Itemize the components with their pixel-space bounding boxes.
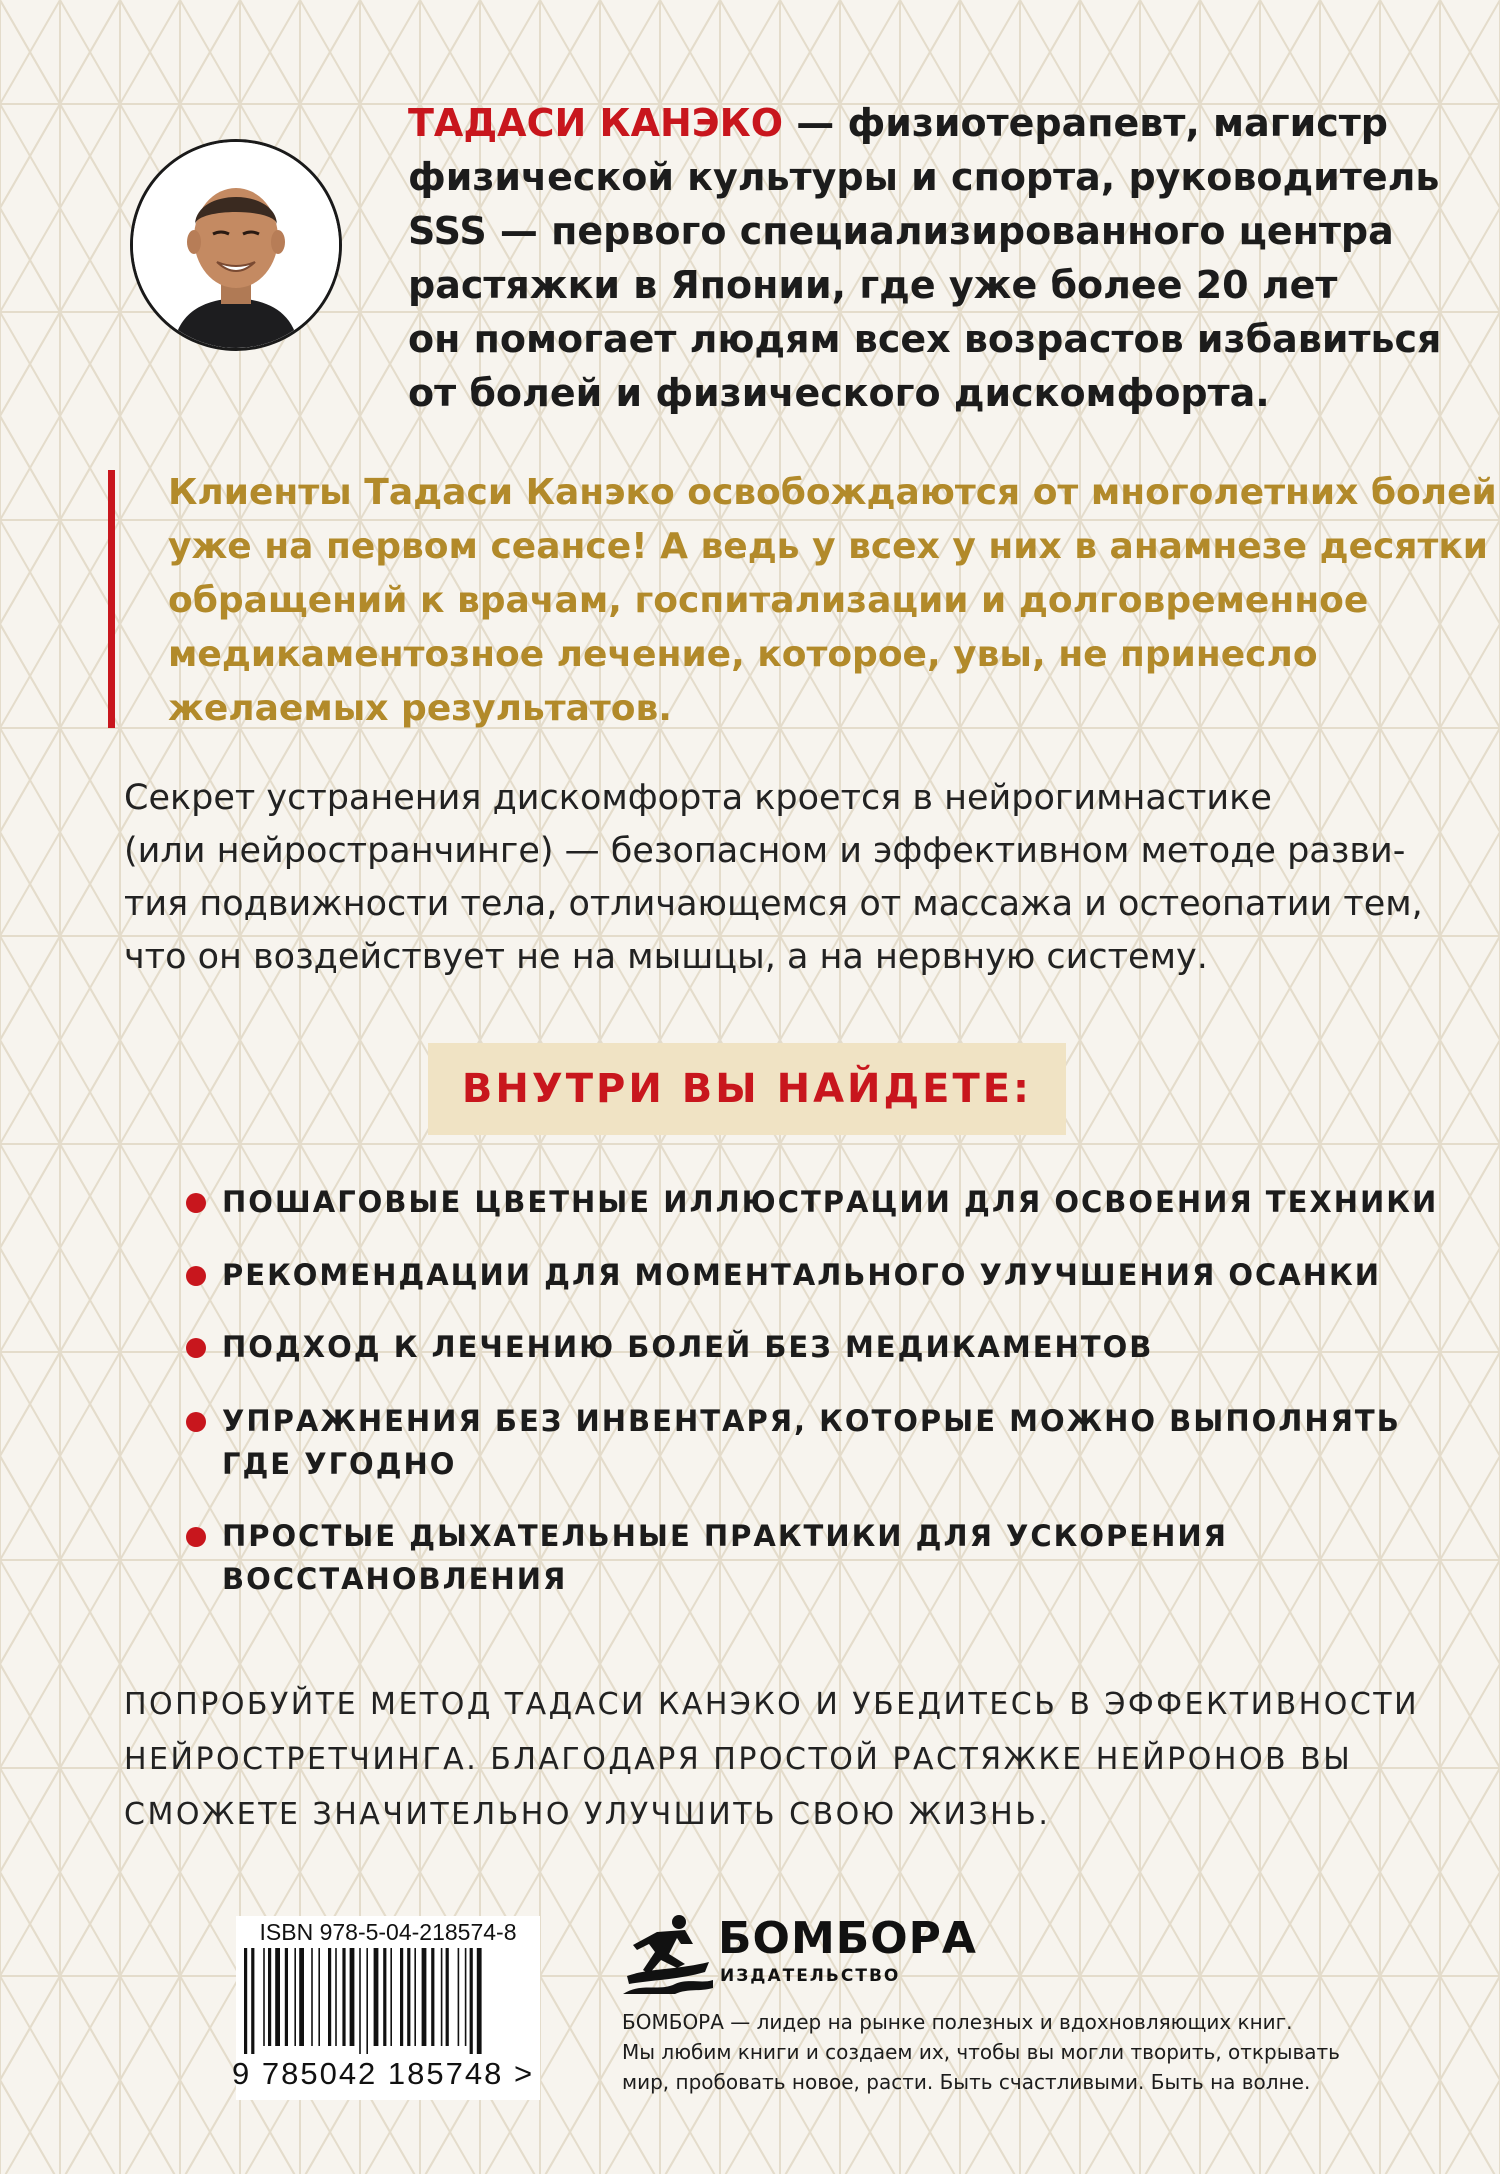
author-bio [408, 96, 1442, 420]
highlight-quote [168, 466, 1497, 736]
bio-line: от болей и физического дискомфорта. [408, 371, 1270, 415]
bio-line [408, 96, 1418, 150]
author-portrait-icon [133, 142, 339, 348]
bio-line: растяжки в Японии, где уже более 20 лет [408, 263, 1338, 307]
feature-item: ПОДХОД К ЛЕЧЕНИЮ БОЛЕЙ БЕЗ МЕДИКАМЕНТОВ [222, 1330, 1154, 1364]
bullet-dot [186, 1193, 206, 1213]
bullet-dot [186, 1412, 206, 1432]
publisher-description-line: мир, пробовать новое, расти. Быть счастливыми. Быть на волне. [622, 2070, 1311, 2094]
author-photo [130, 139, 342, 351]
closing-line: ПОПРОБУЙТЕ МЕТОД ТАДАСИ КАНЭКО И УБЕДИТЕСЬ В ЭФФЕКТИВНОСТИ [124, 1687, 1420, 1722]
inside-title: ВНУТРИ ВЫ НАЙДЕТЕ: [461, 1066, 1033, 1112]
paragraph-line: тия подвижности тела, отличающемся от массажа и остеопатии тем, [124, 884, 1423, 924]
closing-paragraph [124, 1677, 1424, 1842]
surfer-wave-icon [619, 1914, 715, 1996]
quote-accent-bar [108, 470, 115, 728]
bullet-dot [186, 1338, 206, 1358]
closing-line: СМОЖЕТЕ ЗНАЧИТЕЛЬНО УЛУЧШИТЬ СВОЮ ЖИЗНЬ. [124, 1797, 1051, 1832]
barcode-digits: 9 785042 185748 > [232, 2056, 535, 2091]
feature-item: РЕКОМЕНДАЦИИ ДЛЯ МОМЕНТАЛЬНОГО УЛУЧШЕНИЯ ОСАНКИ [222, 1258, 1381, 1292]
quote-line: уже на первом сеансе! А ведь у всех у них в анамнезе десятки [168, 526, 1489, 567]
feature-item-continued: ГДЕ УГОДНО [222, 1447, 457, 1481]
feature-item: УПРАЖНЕНИЯ БЕЗ ИНВЕНТАРЯ, КОТОРЫЕ МОЖНО ВЫПОЛНЯТЬ [222, 1404, 1401, 1438]
paragraph-line: Секрет устранения дискомфорта кроется в нейрогимнастике [124, 778, 1272, 818]
closing-line: НЕЙРОСТРЕТЧИНГА. БЛАГОДАРЯ ПРОСТОЙ РАСТЯЖКЕ НЕЙРОНОВ ВЫ [124, 1742, 1353, 1777]
publisher-description [622, 2007, 1342, 2097]
bullet-dot [186, 1527, 206, 1547]
barcode-icon [236, 1946, 540, 2054]
publisher-subtitle: ИЗДАТЕЛЬСТВО [720, 1966, 901, 1986]
description-paragraph [124, 772, 1423, 984]
quote-line: Клиенты Тадаси Канэко освобождаются от многолетних болей [168, 472, 1497, 513]
isbn-label: ISBN 978-5-04-218574-8 [259, 1919, 517, 1945]
publisher-description-line: БОМБОРА — лидер на рынке полезных и вдохновляющих книг. [622, 2010, 1293, 2034]
bullet-dot [186, 1266, 206, 1286]
feature-item: ПРОСТЫЕ ДЫХАТЕЛЬНЫЕ ПРАКТИКИ ДЛЯ УСКОРЕНИЯ [222, 1519, 1228, 1553]
publisher-description-line: Мы любим книги и создаем их, чтобы вы могли творить, открывать [622, 2040, 1340, 2064]
feature-item-continued: ВОССТАНОВЛЕНИЯ [222, 1562, 568, 1596]
bio-line: он помогает людям всех возрастов избавиться [408, 317, 1442, 361]
paragraph-line: что он воздействует не на мышцы, а на нервную систему. [124, 937, 1208, 977]
quote-line: желаемых результатов. [168, 688, 672, 729]
quote-line: обращений к врачам, госпитализации и долговременное [168, 580, 1369, 621]
quote-line: медикаментозное лечение, которое, увы, не принесло [168, 634, 1318, 675]
publisher-name: БОМБОРА [718, 1913, 977, 1964]
bio-line: SSS — первого специализированного центра [408, 209, 1394, 253]
bio-line-text: — физиотерапевт, магистр [783, 101, 1388, 145]
paragraph-line: (или нейространчинге) — безопасном и эффективном методе разви- [124, 831, 1406, 871]
bio-line: физической культуры и спорта, руководитель [408, 155, 1440, 199]
feature-item: ПОШАГОВЫЕ ЦВЕТНЫЕ ИЛЛЮСТРАЦИИ ДЛЯ ОСВОЕНИЯ ТЕХНИКИ [222, 1185, 1439, 1219]
author-name: ТАДАСИ КАНЭКО [408, 101, 784, 145]
